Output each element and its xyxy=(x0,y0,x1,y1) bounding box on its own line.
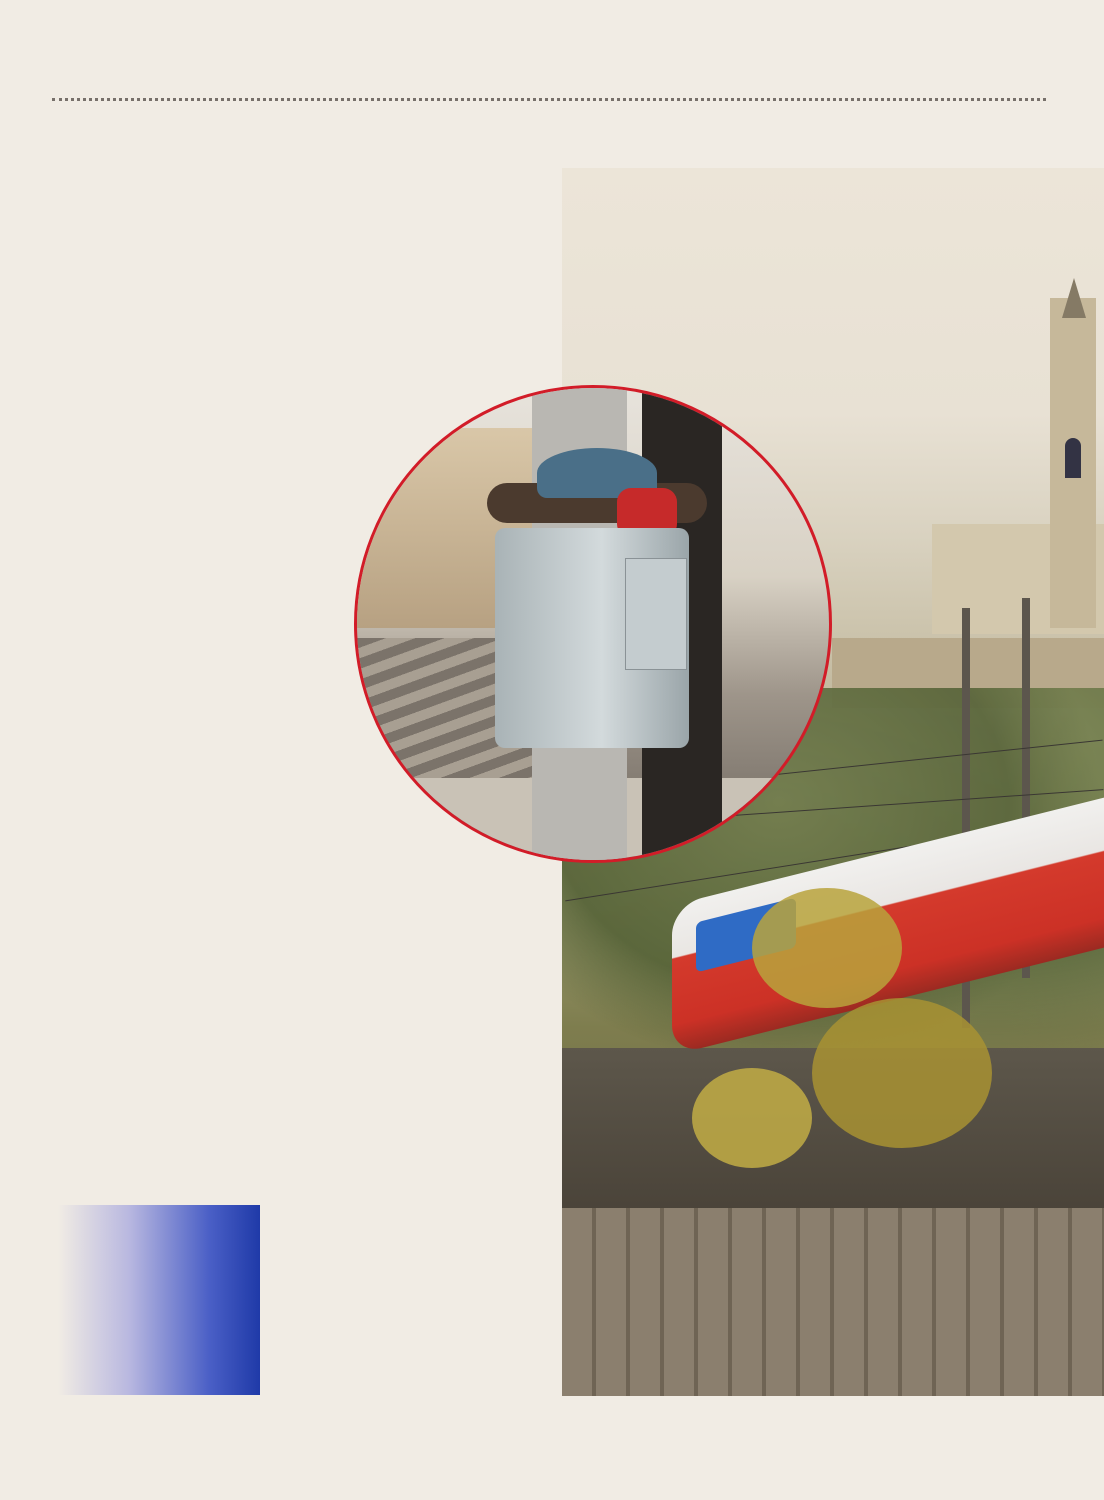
section-gradient-block xyxy=(58,1205,260,1395)
stone-retaining-wall xyxy=(562,1208,1104,1396)
box-plate xyxy=(625,558,687,670)
foliage xyxy=(812,998,992,1148)
signal-box-inset-photo xyxy=(354,385,832,863)
foliage xyxy=(752,888,902,1008)
page-folio xyxy=(54,44,66,77)
header-divider xyxy=(52,98,1046,101)
foliage xyxy=(692,1068,812,1168)
bell-tower-roof xyxy=(1062,278,1086,318)
bell-tower-window xyxy=(1065,438,1081,478)
